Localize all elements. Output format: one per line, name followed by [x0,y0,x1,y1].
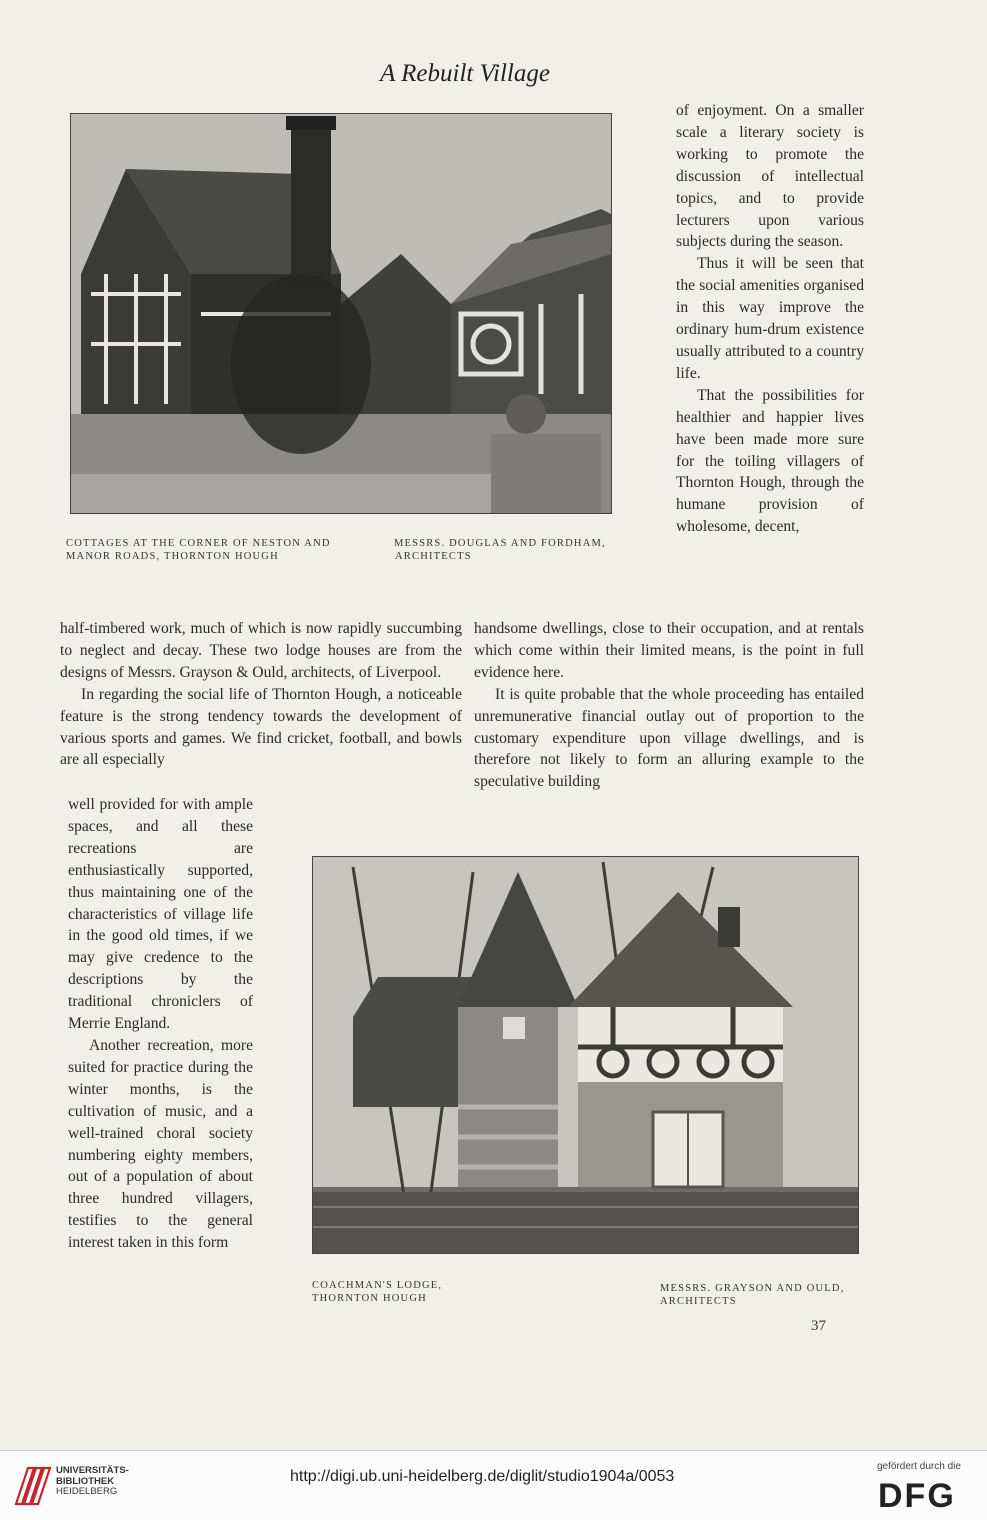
dfg-logo: DFG [878,1477,956,1515]
funder-label: gefördert durch die [877,1461,961,1472]
figure-1-caption-left: COTTAGES AT THE CORNER OF NESTON AND MANOR ROADS, THORNTON HOUGH [66,538,331,562]
footer-bar [0,1450,987,1520]
page-number: 37 [811,1318,826,1334]
column-mid-left: half-timbered work, much of which is now rapidly succumbing to neglect and decay. These two lodge houses are from the designs of Messrs. Grayson & Ould, architects, of Liverpool. In regarding the social life of Thornton Hough, a noticeable feature is the strong tendency towards the development of various sports and games. We find cricket, football, and bowls are all especially [60,620,462,769]
column-mid-right: handsome dwellings, close to their occupation, and at rentals which come within their limited means, is the point in full evidence here. It is quite probable that the whole proceeding has entailed unremunerative financial outlay out of proportion to the customary expenditure upon village dwellings, and is therefore not likely to form an alluring example to the speculative building [474,620,864,791]
figure-1-caption-right: MESSRS. DOUGLAS AND FORDHAM, ARCHITECTS [394,538,606,562]
photo-cottages [70,113,612,514]
column-right-top: of enjoyment. On a smaller scale a literary society is working to promote the discussion of intellectual topics, and to provide lecturers upon various subjects during the season. Thus it will be seen that the social amenities organised in this way improve the ordinary hum-drum existence usually attributed to a country life. That the possibilities for healthier and happier lives have been made more sure for the toiling villagers of Thornton Hough, through the humane provision of wholesome, decent, [676,102,864,536]
figure-2-caption-left: COACHMAN'S LODGE, THORNTON HOUGH [312,1280,443,1304]
column-bottom-left: well provided for with ample spaces, and all these recreations are enthusiastically supported, thus maintaining one of the characteristics of village life in the good old times, if we may give credence to the descriptions by the traditional chroniclers of Merrie England. Another recreation, more suited for practice during the winter months, is the cultivation of music, and a well-trained choral society numbering eighty members, out of a population of about three hundred villagers, testifies to the general interest taken in this form [68,796,253,1252]
source-url[interactable]: http://digi.ub.uni-heidelberg.de/diglit/studio1904a/0053 [290,1468,675,1485]
photo-coachmans-lodge [312,856,859,1254]
library-name: UNIVERSITÄTS- BIBLIOTHEK HEIDELBERG [56,1465,129,1497]
heidelberg-seal-icon [10,1460,54,1510]
figure-2-caption-right: MESSRS. GRAYSON AND OULD, ARCHITECTS [660,1283,845,1307]
page-title: A Rebuilt Village [380,60,550,87]
